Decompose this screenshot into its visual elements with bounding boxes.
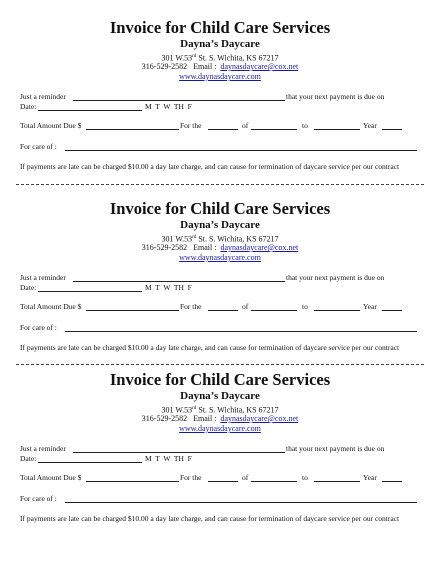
notice-row bbox=[20, 162, 420, 172]
reminder-blank[interactable] bbox=[73, 444, 285, 453]
company-name: Dayna’s Daycare bbox=[180, 219, 260, 231]
of-label: of bbox=[242, 473, 249, 482]
next-payment-text: that your next payment is due on bbox=[286, 273, 385, 282]
address-street: 301 W.53 bbox=[161, 53, 193, 63]
year-label: Year bbox=[363, 302, 377, 311]
year-blank[interactable] bbox=[382, 302, 402, 311]
invoice-title: Invoice for Child Care Services bbox=[109, 199, 331, 218]
late-notice: If payments are late can be charged $10.00 a day late charge, and can cause for termination of daycare service per our contract bbox=[20, 162, 400, 171]
of-blank[interactable] bbox=[251, 302, 297, 311]
website-link[interactable]: www.daynasdaycare.com bbox=[179, 72, 261, 81]
amount-blank[interactable] bbox=[86, 473, 179, 482]
amount-blank[interactable] bbox=[86, 121, 179, 130]
email-label: Email : bbox=[193, 243, 217, 252]
company-name: Dayna’s Daycare bbox=[180, 390, 260, 402]
website-link[interactable]: www.daynasdaycare.com bbox=[179, 253, 261, 262]
weekday-options: M T W TH F bbox=[145, 102, 192, 111]
care-blank[interactable] bbox=[65, 494, 417, 503]
email-label: Email : bbox=[193, 62, 217, 71]
year-blank[interactable] bbox=[382, 473, 402, 482]
invoice-title: Invoice for Child Care Services bbox=[109, 370, 331, 389]
care-label: For care of : bbox=[20, 494, 57, 503]
period-blank[interactable] bbox=[208, 473, 238, 482]
care-row bbox=[20, 323, 420, 333]
email-link[interactable]: daynasdaycare@cox.net bbox=[220, 243, 299, 252]
amount-row bbox=[20, 473, 420, 483]
notice-row bbox=[20, 514, 420, 524]
company-contact bbox=[0, 243, 440, 253]
address-rest: St. S. Wichita, KS 67217 bbox=[196, 53, 279, 63]
date-blank[interactable] bbox=[38, 454, 142, 463]
of-label: of bbox=[242, 302, 249, 311]
website-row bbox=[0, 253, 440, 263]
invoice-form bbox=[0, 195, 440, 367]
phone-number: 316-529-2582 bbox=[141, 243, 188, 252]
phone-number: 316-529-2582 bbox=[141, 414, 188, 423]
address-suffix: rd bbox=[192, 54, 197, 59]
email-link[interactable]: daynasdaycare@cox.net bbox=[220, 62, 299, 71]
reminder-row bbox=[20, 92, 420, 102]
year-label: Year bbox=[363, 473, 377, 482]
cut-line bbox=[16, 184, 424, 185]
weekday-options: M T W TH F bbox=[145, 283, 192, 292]
company-contact bbox=[0, 62, 440, 72]
notice-row bbox=[20, 343, 420, 353]
care-label: For care of : bbox=[20, 142, 57, 151]
amount-blank[interactable] bbox=[86, 302, 179, 311]
late-notice: If payments are late can be charged $10.00 a day late charge, and can cause for termination of daycare service per our contract bbox=[20, 514, 400, 523]
to-label: to bbox=[302, 302, 308, 311]
website-row bbox=[0, 424, 440, 434]
period-blank[interactable] bbox=[208, 302, 238, 311]
for-the-label: For the bbox=[180, 302, 202, 311]
reminder-blank[interactable] bbox=[73, 273, 285, 282]
weekday-options: M T W TH F bbox=[145, 454, 192, 463]
date-row bbox=[20, 283, 420, 293]
address-street: 301 W.53 bbox=[161, 234, 193, 244]
for-the-label: For the bbox=[180, 121, 202, 130]
website-row bbox=[0, 72, 440, 82]
to-label: to bbox=[302, 473, 308, 482]
reminder-label: Just a reminder bbox=[20, 444, 66, 453]
cut-line bbox=[16, 364, 424, 365]
next-payment-text: that your next payment is due on bbox=[286, 92, 385, 101]
to-blank[interactable] bbox=[314, 302, 360, 311]
total-label: Total Amount Due $ bbox=[20, 302, 82, 311]
reminder-blank[interactable] bbox=[73, 92, 285, 101]
company-contact bbox=[0, 414, 440, 424]
reminder-label: Just a reminder bbox=[20, 273, 66, 282]
to-blank[interactable] bbox=[314, 473, 360, 482]
date-blank[interactable] bbox=[38, 283, 142, 292]
next-payment-text: that your next payment is due on bbox=[286, 444, 385, 453]
website-link[interactable]: www.daynasdaycare.com bbox=[179, 424, 261, 433]
of-label: of bbox=[242, 121, 249, 130]
invoice-form bbox=[0, 366, 440, 538]
total-label: Total Amount Due $ bbox=[20, 473, 82, 482]
email-link[interactable]: daynasdaycare@cox.net bbox=[220, 414, 299, 423]
invoice-form bbox=[0, 14, 440, 186]
care-row bbox=[20, 494, 420, 504]
date-row bbox=[20, 102, 420, 112]
date-label: Date: bbox=[20, 454, 37, 463]
reminder-label: Just a reminder bbox=[20, 92, 66, 101]
company-name: Dayna’s Daycare bbox=[180, 38, 260, 50]
address-rest: St. S. Wichita, KS 67217 bbox=[196, 405, 279, 415]
care-label: For care of : bbox=[20, 323, 57, 332]
date-row bbox=[20, 454, 420, 464]
address-suffix: rd bbox=[192, 235, 197, 240]
of-blank[interactable] bbox=[251, 473, 297, 482]
email-label: Email : bbox=[193, 414, 217, 423]
year-label: Year bbox=[363, 121, 377, 130]
address-rest: St. S. Wichita, KS 67217 bbox=[196, 234, 279, 244]
late-notice: If payments are late can be charged $10.00 a day late charge, and can cause for termination of daycare service per our contract bbox=[20, 343, 400, 352]
phone-number: 316-529-2582 bbox=[141, 62, 188, 71]
date-label: Date: bbox=[20, 102, 37, 111]
date-blank[interactable] bbox=[38, 102, 142, 111]
care-blank[interactable] bbox=[65, 323, 417, 332]
address-street: 301 W.53 bbox=[161, 405, 193, 415]
date-label: Date: bbox=[20, 283, 37, 292]
to-blank[interactable] bbox=[314, 121, 360, 130]
total-label: Total Amount Due $ bbox=[20, 121, 82, 130]
of-blank[interactable] bbox=[251, 121, 297, 130]
reminder-row bbox=[20, 444, 420, 454]
to-label: to bbox=[302, 121, 308, 130]
amount-row bbox=[20, 121, 420, 131]
reminder-row bbox=[20, 273, 420, 283]
period-blank[interactable] bbox=[208, 121, 238, 130]
care-blank[interactable] bbox=[65, 142, 417, 151]
care-row bbox=[20, 142, 420, 152]
year-blank[interactable] bbox=[382, 121, 402, 130]
for-the-label: For the bbox=[180, 473, 202, 482]
invoice-title: Invoice for Child Care Services bbox=[109, 18, 331, 37]
address-suffix: rd bbox=[192, 406, 197, 411]
amount-row bbox=[20, 302, 420, 312]
